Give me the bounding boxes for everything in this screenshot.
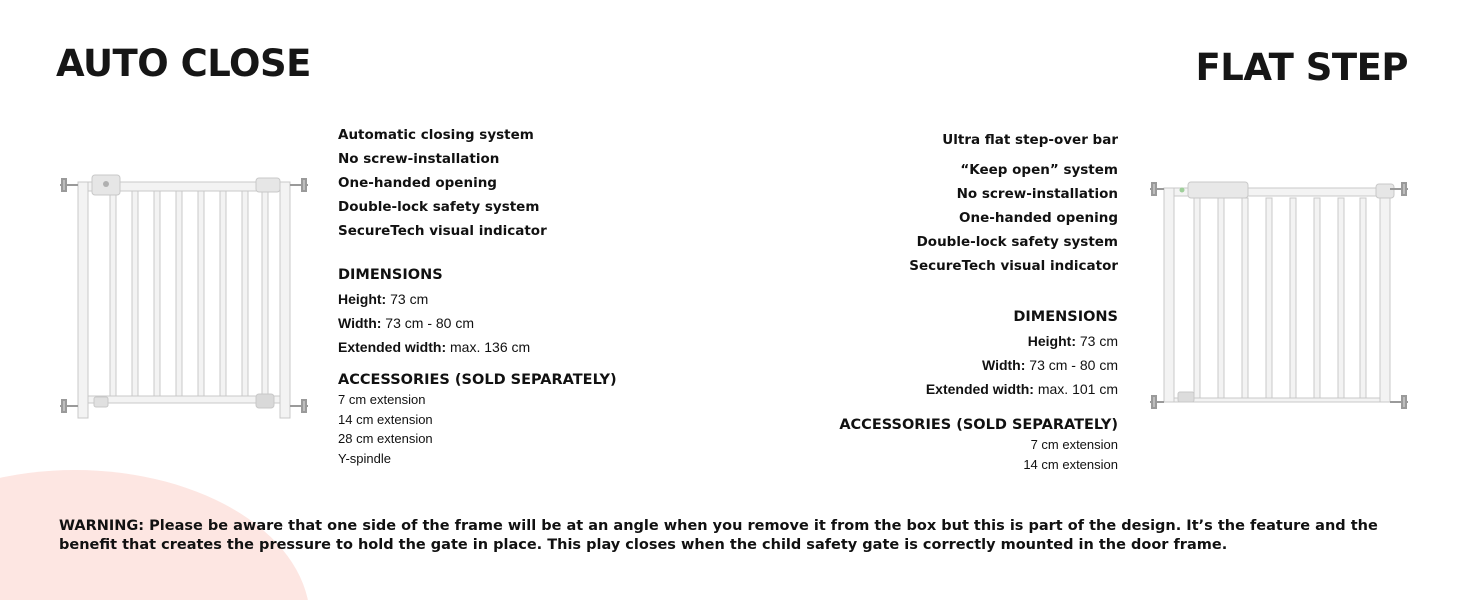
dimension-height: Height: 73 cm: [338, 291, 429, 307]
auto-close-specs: [338, 123, 668, 468]
accessory-item: 7 cm extension: [338, 392, 426, 407]
accessory-item: 28 cm extension: [338, 431, 433, 446]
dimensions-heading: DIMENSIONS: [1013, 309, 1118, 325]
feature-item: SecureTech visual indicator: [338, 223, 547, 239]
accessories-heading: ACCESSORIES (SOLD SEPARATELY): [839, 417, 1118, 433]
flat-step-specs: [798, 128, 1118, 474]
accessory-item: 14 cm extension: [1023, 456, 1118, 472]
dimension-extended-width: Extended width: max. 136 cm: [338, 339, 531, 355]
dimensions-heading: DIMENSIONS: [338, 267, 443, 283]
feature-item: No screw-installation: [956, 186, 1118, 202]
dimension-extended-width: Extended width: max. 101 cm: [925, 381, 1118, 397]
dimension-width: Width: 73 cm - 80 cm: [981, 357, 1118, 373]
dimension-height: Height: 73 cm: [1027, 333, 1118, 349]
feature-item: No screw-installation: [338, 151, 500, 167]
feature-item: “Keep open” system: [960, 162, 1118, 178]
accessory-item: 14 cm extension: [338, 411, 433, 427]
feature-item: Ultra flat step-over bar: [942, 132, 1118, 148]
auto-close-gate-image: [58, 170, 310, 426]
auto-close-title: AUTO CLOSE: [56, 42, 311, 85]
flat-step-gate-image: [1150, 176, 1412, 414]
feature-item: One-handed opening: [959, 210, 1118, 226]
accessory-item: Y-spindle: [338, 450, 392, 466]
feature-item: Automatic closing system: [338, 127, 534, 143]
accessories-heading: ACCESSORIES (SOLD SEPARATELY): [338, 372, 617, 388]
feature-item: Double-lock safety system: [338, 199, 540, 215]
feature-item: SecureTech visual indicator: [909, 258, 1118, 274]
accessory-item: 7 cm extension: [1030, 437, 1118, 452]
flat-step-title: FLAT STEP: [1195, 46, 1408, 89]
feature-item: Double-lock safety system: [916, 234, 1118, 250]
dimension-width: Width: 73 cm - 80 cm: [338, 315, 475, 331]
feature-item: One-handed opening: [338, 175, 497, 191]
warning-text: WARNING: Please be aware that one side of the frame will be at an angle when you remove it from the box but this is part of the design. It’s the feature and the benefit that creates the pressure to hold the gate in place. This play closes when the child safety gate is correctly mounted in the door frame.: [59, 518, 1378, 553]
